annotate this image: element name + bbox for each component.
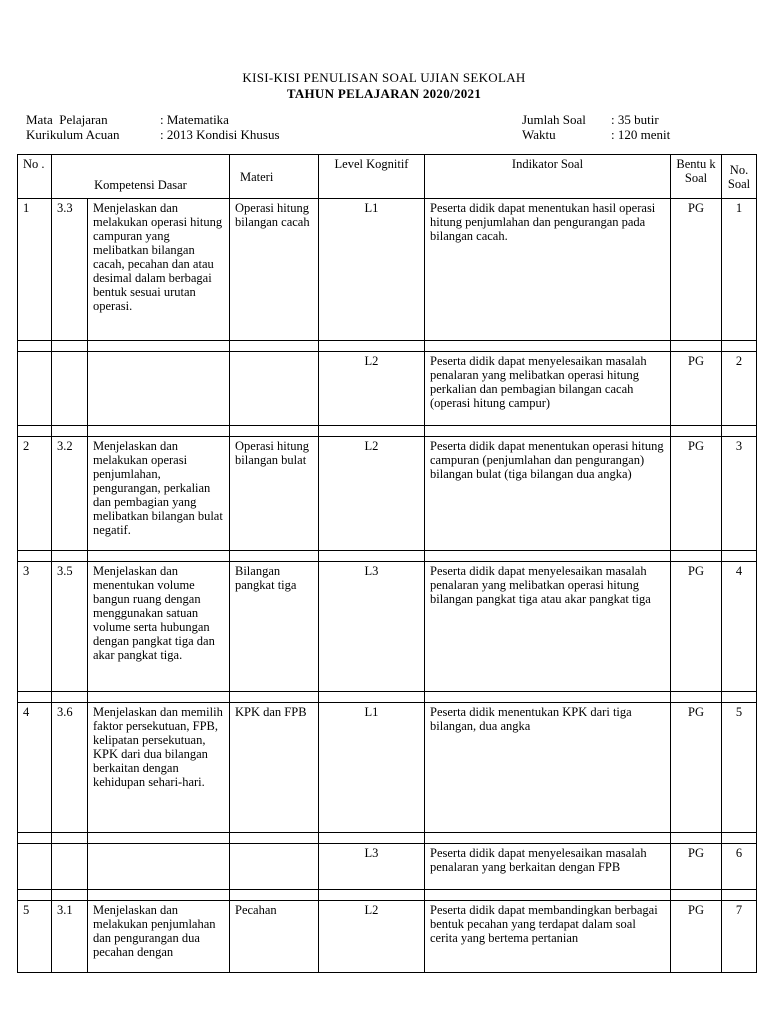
cell-indikator: Peserta didik dapat menyelesaikan masalah penalaran yang melibatkan operasi hitung bilangan pangkat tiga atau akar pangkat tiga	[425, 562, 671, 692]
kisi-kisi-table	[17, 154, 757, 973]
cell-materi: Operasi hitung bilangan cacah	[230, 199, 319, 341]
cell-bentuk: PG	[671, 199, 722, 341]
cell-kompetensi-dasar	[88, 352, 230, 426]
cell-indikator: Peserta didik dapat menyelesaikan masalah penalaran yang melibatkan operasi hitung perkalian dan pembagian bilangan cacah (operasi hitung campur)	[425, 352, 671, 426]
cell-no	[18, 844, 52, 890]
spacer-row	[18, 890, 757, 901]
header-kompetensi-dasar: Kompetensi Dasar	[52, 155, 230, 199]
cell-materi: KPK dan FPB	[230, 703, 319, 833]
table-row	[18, 703, 757, 833]
cell-level: L2	[319, 901, 425, 973]
jumlah-soal-value: : 35 butir	[611, 112, 659, 127]
cell-kompetensi-dasar: Menjelaskan dan melakukan operasi hitung campuran yang melibatkan bilangan cacah, pecahan dan atau desimal dalam berbagai bentuk sesuai urutan operasi.	[88, 199, 230, 341]
cell-materi	[230, 352, 319, 426]
spacer-row	[18, 551, 757, 562]
cell-indikator: Peserta didik menentukan KPK dari tiga bilangan, dua angka	[425, 703, 671, 833]
cell-kd-number: 3.6	[52, 703, 88, 833]
cell-kd-number	[52, 844, 88, 890]
spacer-row	[18, 692, 757, 703]
cell-materi: Operasi hitung bilangan bulat	[230, 437, 319, 551]
table-row	[18, 844, 757, 890]
cell-kompetensi-dasar: Menjelaskan dan melakukan operasi penjumlahan, pengurangan, perkalian dan pembagian yang melibatkan bilangan bulat negatif.	[88, 437, 230, 551]
cell-kd-number: 3.2	[52, 437, 88, 551]
spacer-row	[18, 426, 757, 437]
cell-no-soal: 5	[722, 703, 757, 833]
cell-bentuk: PG	[671, 352, 722, 426]
doc-title: KISI-KISI PENULISAN SOAL UJIAN SEKOLAH	[242, 70, 526, 85]
table-row	[18, 437, 757, 551]
cell-materi: Bilangan pangkat tiga	[230, 562, 319, 692]
header-no: No .	[18, 155, 52, 199]
kurikulum-label: Kurikulum Acuan	[26, 127, 120, 142]
cell-level: L1	[319, 199, 425, 341]
cell-kd-number	[52, 352, 88, 426]
cell-no: 4	[18, 703, 52, 833]
cell-materi	[230, 844, 319, 890]
cell-kompetensi-dasar: Menjelaskan dan melakukan penjumlahan dan pengurangan dua pecahan dengan	[88, 901, 230, 973]
cell-bentuk: PG	[671, 703, 722, 833]
cell-no-soal: 6	[722, 844, 757, 890]
waktu-value: : 120 menit	[611, 127, 671, 142]
cell-kd-number: 3.5	[52, 562, 88, 692]
header-no-soal: No. Soal	[722, 155, 757, 199]
kurikulum-value: : 2013 Kondisi Khusus	[160, 127, 280, 142]
waktu-label: Waktu	[522, 127, 556, 142]
cell-level: L1	[319, 703, 425, 833]
mapel-value: : Matematika	[160, 112, 229, 127]
table-row	[18, 352, 757, 426]
cell-kompetensi-dasar: Menjelaskan dan memilih faktor persekutuan, FPB, kelipatan persekutuan, KPK dari dua bilangan berkaitan dengan kehidupan sehari-hari.	[88, 703, 230, 833]
cell-kd-number: 3.1	[52, 901, 88, 973]
cell-level: L3	[319, 844, 425, 890]
cell-level: L2	[319, 352, 425, 426]
cell-level: L3	[319, 562, 425, 692]
table-row	[18, 199, 757, 341]
cell-bentuk: PG	[671, 437, 722, 551]
cell-kompetensi-dasar	[88, 844, 230, 890]
cell-no-soal: 7	[722, 901, 757, 973]
cell-no-soal: 1	[722, 199, 757, 341]
cell-no-soal: 2	[722, 352, 757, 426]
spacer-row	[18, 341, 757, 352]
cell-kompetensi-dasar: Menjelaskan dan menentukan volume bangun ruang dengan menggunakan satuan volume serta hubungan dengan pangkat tiga dan akar pangkat tiga.	[88, 562, 230, 692]
spacer-row	[18, 833, 757, 844]
mapel-label: Mata Pelajaran	[26, 112, 108, 127]
cell-indikator: Peserta didik dapat menyelesaikan masalah penalaran yang berkaitan dengan FPB	[425, 844, 671, 890]
table-row	[18, 562, 757, 692]
cell-materi: Pecahan	[230, 901, 319, 973]
cell-no-soal: 4	[722, 562, 757, 692]
table-row	[18, 901, 757, 973]
cell-bentuk: PG	[671, 844, 722, 890]
cell-kd-number: 3.3	[52, 199, 88, 341]
cell-no-soal: 3	[722, 437, 757, 551]
cell-no: 2	[18, 437, 52, 551]
cell-no: 1	[18, 199, 52, 341]
cell-level: L2	[319, 437, 425, 551]
header-materi: Materi	[230, 155, 319, 199]
header-bentuk-soal: Bentu k Soal	[671, 155, 722, 199]
cell-indikator: Peserta didik dapat membandingkan berbagai bentuk pecahan yang terdapat dalam soal cerita yang bertema pertanian	[425, 901, 671, 973]
doc-subtitle: TAHUN PELAJARAN 2020/2021	[286, 86, 482, 101]
cell-bentuk: PG	[671, 562, 722, 692]
cell-no: 3	[18, 562, 52, 692]
cell-no	[18, 352, 52, 426]
cell-no: 5	[18, 901, 52, 973]
jumlah-soal-label: Jumlah Soal	[522, 112, 586, 127]
table-header-row	[18, 155, 757, 199]
cell-bentuk: PG	[671, 901, 722, 973]
header-level-kognitif: Level Kognitif	[319, 155, 425, 199]
cell-indikator: Peserta didik dapat menentukan hasil operasi hitung penjumlahan dan pengurangan pada bilangan cacah.	[425, 199, 671, 341]
cell-indikator: Peserta didik dapat menentukan operasi hitung campuran (penjumlahan dan pengurangan) bilangan bulat (tiga bilangan dua angka)	[425, 437, 671, 551]
header-indikator-soal: Indikator Soal	[425, 155, 671, 199]
